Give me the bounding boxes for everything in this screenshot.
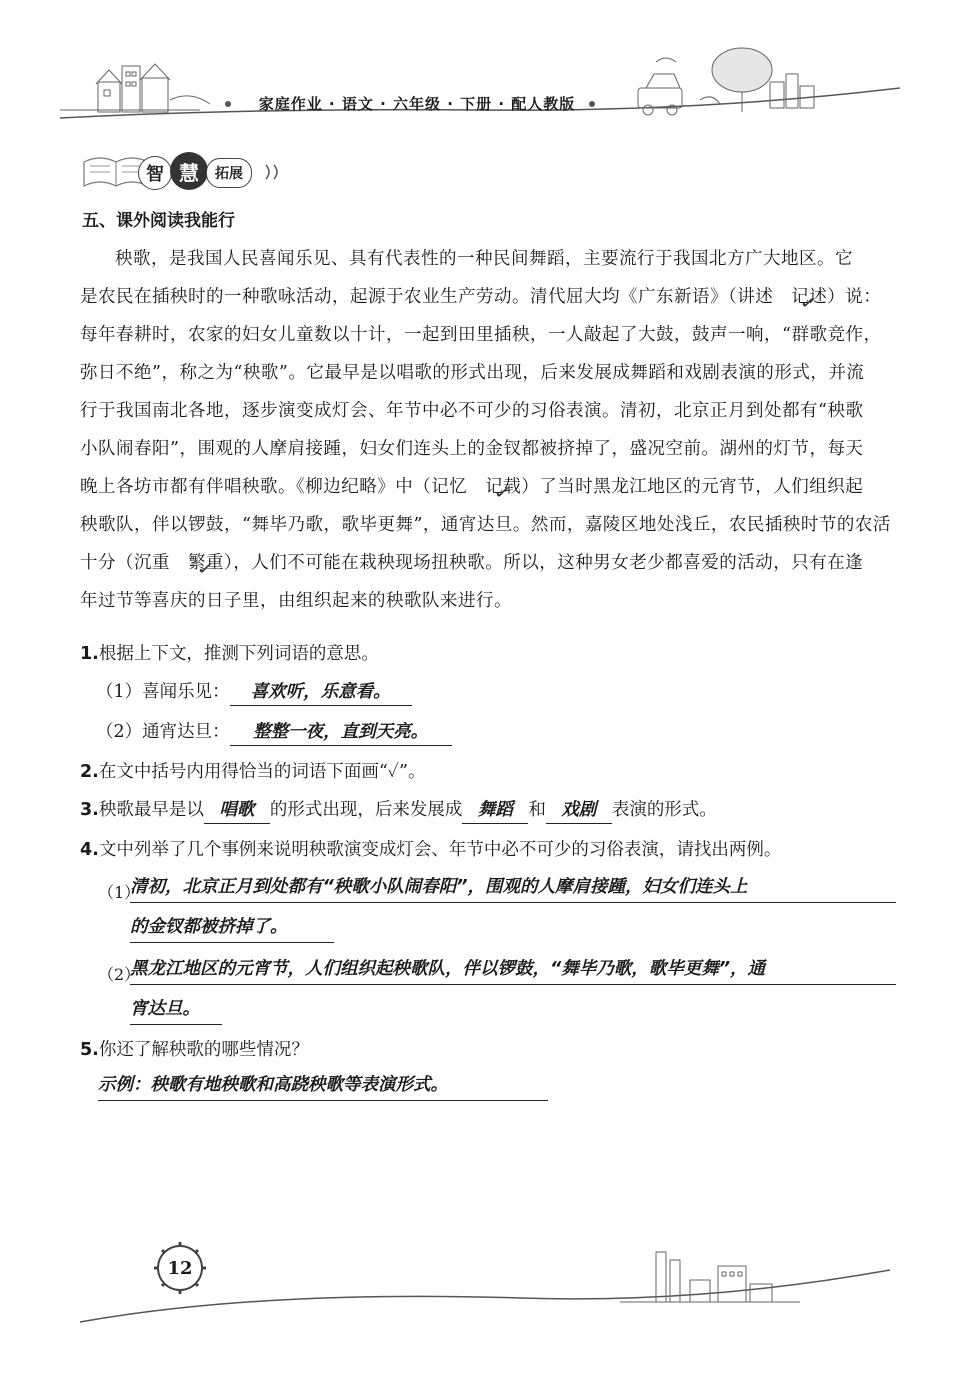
passage-line: 小队闹春阳”，围观的人摩肩接踵，妇女们连头上的金钗都被挤掉了，盛况空前。湖州的灯节，每天: [80, 439, 864, 459]
answer-field[interactable]: 舞蹈: [462, 797, 528, 824]
answer-field[interactable]: 喜欢听，乐意看。: [230, 679, 412, 706]
header-decoration: [0, 0, 979, 140]
passage-line: 行于我国南北各地，逐步演变成灯会、年节中必不可少的习俗表演。清初，北京正月到处都有“秧歌: [80, 401, 864, 421]
passage-line: 秧歌队，伴以锣鼓，“舞毕乃歌，歌毕更舞”，通宵达旦。然而，嘉陵区地处浅丘，农民插秧时节的农活: [80, 515, 891, 535]
q4-label-1: （1）: [98, 883, 141, 902]
answer-field[interactable]: 示例：秧歌有地秧歌和高跷秧歌等表演形式。: [98, 1070, 548, 1101]
question-4: 4.文中列举了几个事例来说明秧歌演变成灯会、年节中必不可少的习俗表演，请找出两例。: [80, 840, 782, 860]
checked-word: 记载 ✓: [485, 468, 521, 506]
answer-field[interactable]: 整整一夜，直到天亮。: [230, 719, 452, 746]
footer-decoration: [0, 1230, 979, 1340]
checked-word: 繁重 ✓: [188, 544, 224, 582]
page-number: 12: [167, 1257, 193, 1279]
passage-line: 晚上各坊市都有伴唱秧歌。《柳边纪略》中（记忆 记载 ✓）了当时黑龙江地区的元宵节，人们组织起: [80, 468, 896, 506]
answer-field[interactable]: 唱歌: [204, 797, 270, 824]
answer-field[interactable]: 戏剧: [546, 797, 612, 824]
passage-line: 年过节等喜庆的日子里，由组织起来的秧歌队来进行。: [80, 591, 512, 611]
passage-line: 十分（沉重 繁重 ✓），人们不可能在栽秧现场扭秧歌。所以，这种男女老少都喜爱的活动，只有在逢: [80, 544, 896, 582]
question-5: 5.你还了解秧歌的哪些情况？: [80, 1040, 309, 1060]
answer-field[interactable]: 黑龙江地区的元宵节，人们组织起秧歌队，伴以锣鼓，“舞毕乃歌，歌毕更舞”，通: [130, 954, 896, 985]
question-1: 1.根据上下文，推测下列词语的意思。: [80, 644, 379, 664]
section-badge: [76, 148, 286, 194]
badge-char-1: 智: [146, 164, 164, 185]
passage-line: 是农民在插秧时的一种歌咏活动，起源于农业生产劳动。清代屈大均《广东新语》（讲述 记述 ✓）说：: [80, 278, 896, 316]
section-heading: 五、课外阅读我能行: [82, 211, 235, 231]
question-1-1: （1）喜闻乐见： 喜欢听，乐意看。: [96, 678, 412, 706]
badge-char-2: 慧: [179, 160, 199, 185]
passage-line: 弥日不绝”，称之为“秧歌”。它最早是以唱歌的形式出现，后来发展成舞蹈和戏剧表演的形式，并流: [80, 363, 865, 383]
badge-char-3: 拓展: [215, 166, 243, 182]
answer-field[interactable]: 宵达旦。: [130, 994, 222, 1025]
chevron-decoration-icon: [262, 162, 286, 182]
checked-word: 记述 ✓: [791, 278, 827, 316]
q4-label-2: （2）: [98, 965, 141, 984]
answer-field[interactable]: 的金钗都被挤掉了。: [130, 912, 334, 943]
passage-line: 每年春耕时，农家的妇女儿童数以十计，一起到田里插秧，一人敲起了大鼓，鼓声一响，“群歌竞作，: [80, 325, 882, 345]
question-3: 3.秧歌最早是以 唱歌 的形式出现，后来发展成 舞蹈 和 戏剧 表演的形式。: [80, 796, 717, 824]
reading-passage: [80, 240, 896, 620]
question-2: 2.在文中括号内用得恰当的词语下面画“✓”。: [80, 762, 426, 782]
passage-line: 秧歌，是我国人民喜闻乐见、具有代表性的一种民间舞蹈，主要流行于我国北方广大地区。它: [115, 249, 853, 269]
question-1-2: （2）通宵达旦： 整整一夜，直到天亮。: [96, 718, 452, 746]
header-title: 家庭作业 · 语文 · 六年级 · 下册 · 配人教版: [258, 94, 576, 113]
answer-field[interactable]: 清初，北京正月到处都有“秧歌小队闹春阳”，围观的人摩肩接踵，妇女们连头上: [130, 872, 896, 903]
